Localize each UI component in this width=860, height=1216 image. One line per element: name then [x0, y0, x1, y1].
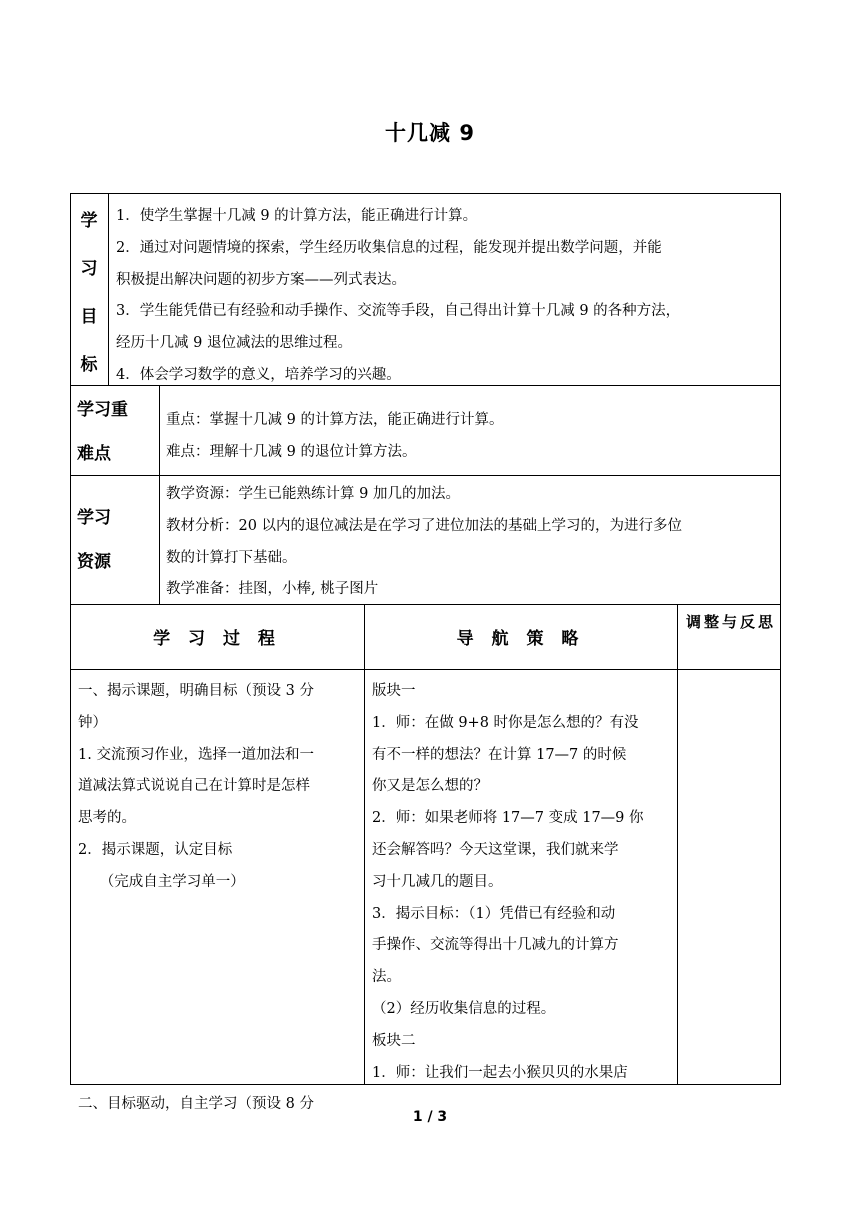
- col-divider: [364, 604, 365, 1085]
- key-points-content: 重点：掌握十几减 9 的计算方法，能正确进行计算。 难点：理解十几减 9 的退位计算方法。: [166, 412, 504, 460]
- process-content: 一、揭示课题，明确目标（预设 3 分 钟） 1. 交流预习作业，选择一道加法和一 道减法算式说说自己在计算时是怎样 思考的。 2．揭示课题，认定目标 （完成自主学习单一） 二、目标驱动，自主学习（预设 8 分: [78, 683, 314, 1112]
- lesson-plan-table: [70, 193, 781, 1112]
- resources-content: 教学资源：学生已能熟练计算 9 加几的加法。 教材分析：20 以内的退位减法是在学习了进位加法的基础上学习的，为进行多位 数的计算打下基础。 教学准备：挂图，小棒, 桃子图片: [166, 486, 683, 598]
- strategy-content: 版块一 1．师：在做 9+8 时你是怎么想的？有没 有不一样的想法？在计算 17—7 的时候 你又是怎么想的？ 2．师：如果老师将 17—7 变成 17—9 你 还会解答吗？今天这堂课，我们就来学 习十几减几的题目。 3．揭示目标：（1）凭借已有经验和动 手操作、交流等得出十几减九的计算方 法。 （2）经历收集信息的过程。 板块二 1．师：让我们一起去小猴贝贝的水果店: [372, 683, 644, 1081]
- objectives-label: 学 习 目 标: [80, 211, 98, 375]
- row-divider: [70, 475, 781, 476]
- page-indicator: 1 / 3: [412, 1109, 448, 1125]
- resources-label: 学习 资源: [77, 508, 111, 572]
- row-divider: [70, 669, 781, 670]
- reflection-cell: [678, 670, 780, 1084]
- table-border-right: [780, 193, 781, 1085]
- col-divider: [108, 193, 109, 385]
- objectives-content: 1．使学生掌握十几减 9 的计算方法，能正确进行计算。 2．通过对问题情境的探索，学生经历收集信息的过程，能发现并提出数学问题，并能 积极提出解决问题的初步方案——列式表达。 3．学生能凭借已有经验和动手操作、交流等手段，自己得出计算十几减 9 的各种方法， 经历十几减 9 退位减法的思维过程。 4．体会学习数学的意义，培养学习的兴趣。: [116, 208, 681, 383]
- column-header-reflection: 调整与反思: [686, 613, 777, 631]
- col-divider: [159, 385, 160, 604]
- column-header-process: 学 习 过 程: [153, 629, 281, 649]
- table-border-top: [70, 193, 781, 194]
- key-points-label: 学习重 难点: [77, 400, 128, 464]
- document-title: 十几减 9: [385, 121, 475, 145]
- column-header-strategy: 导 航 策 略: [456, 629, 585, 649]
